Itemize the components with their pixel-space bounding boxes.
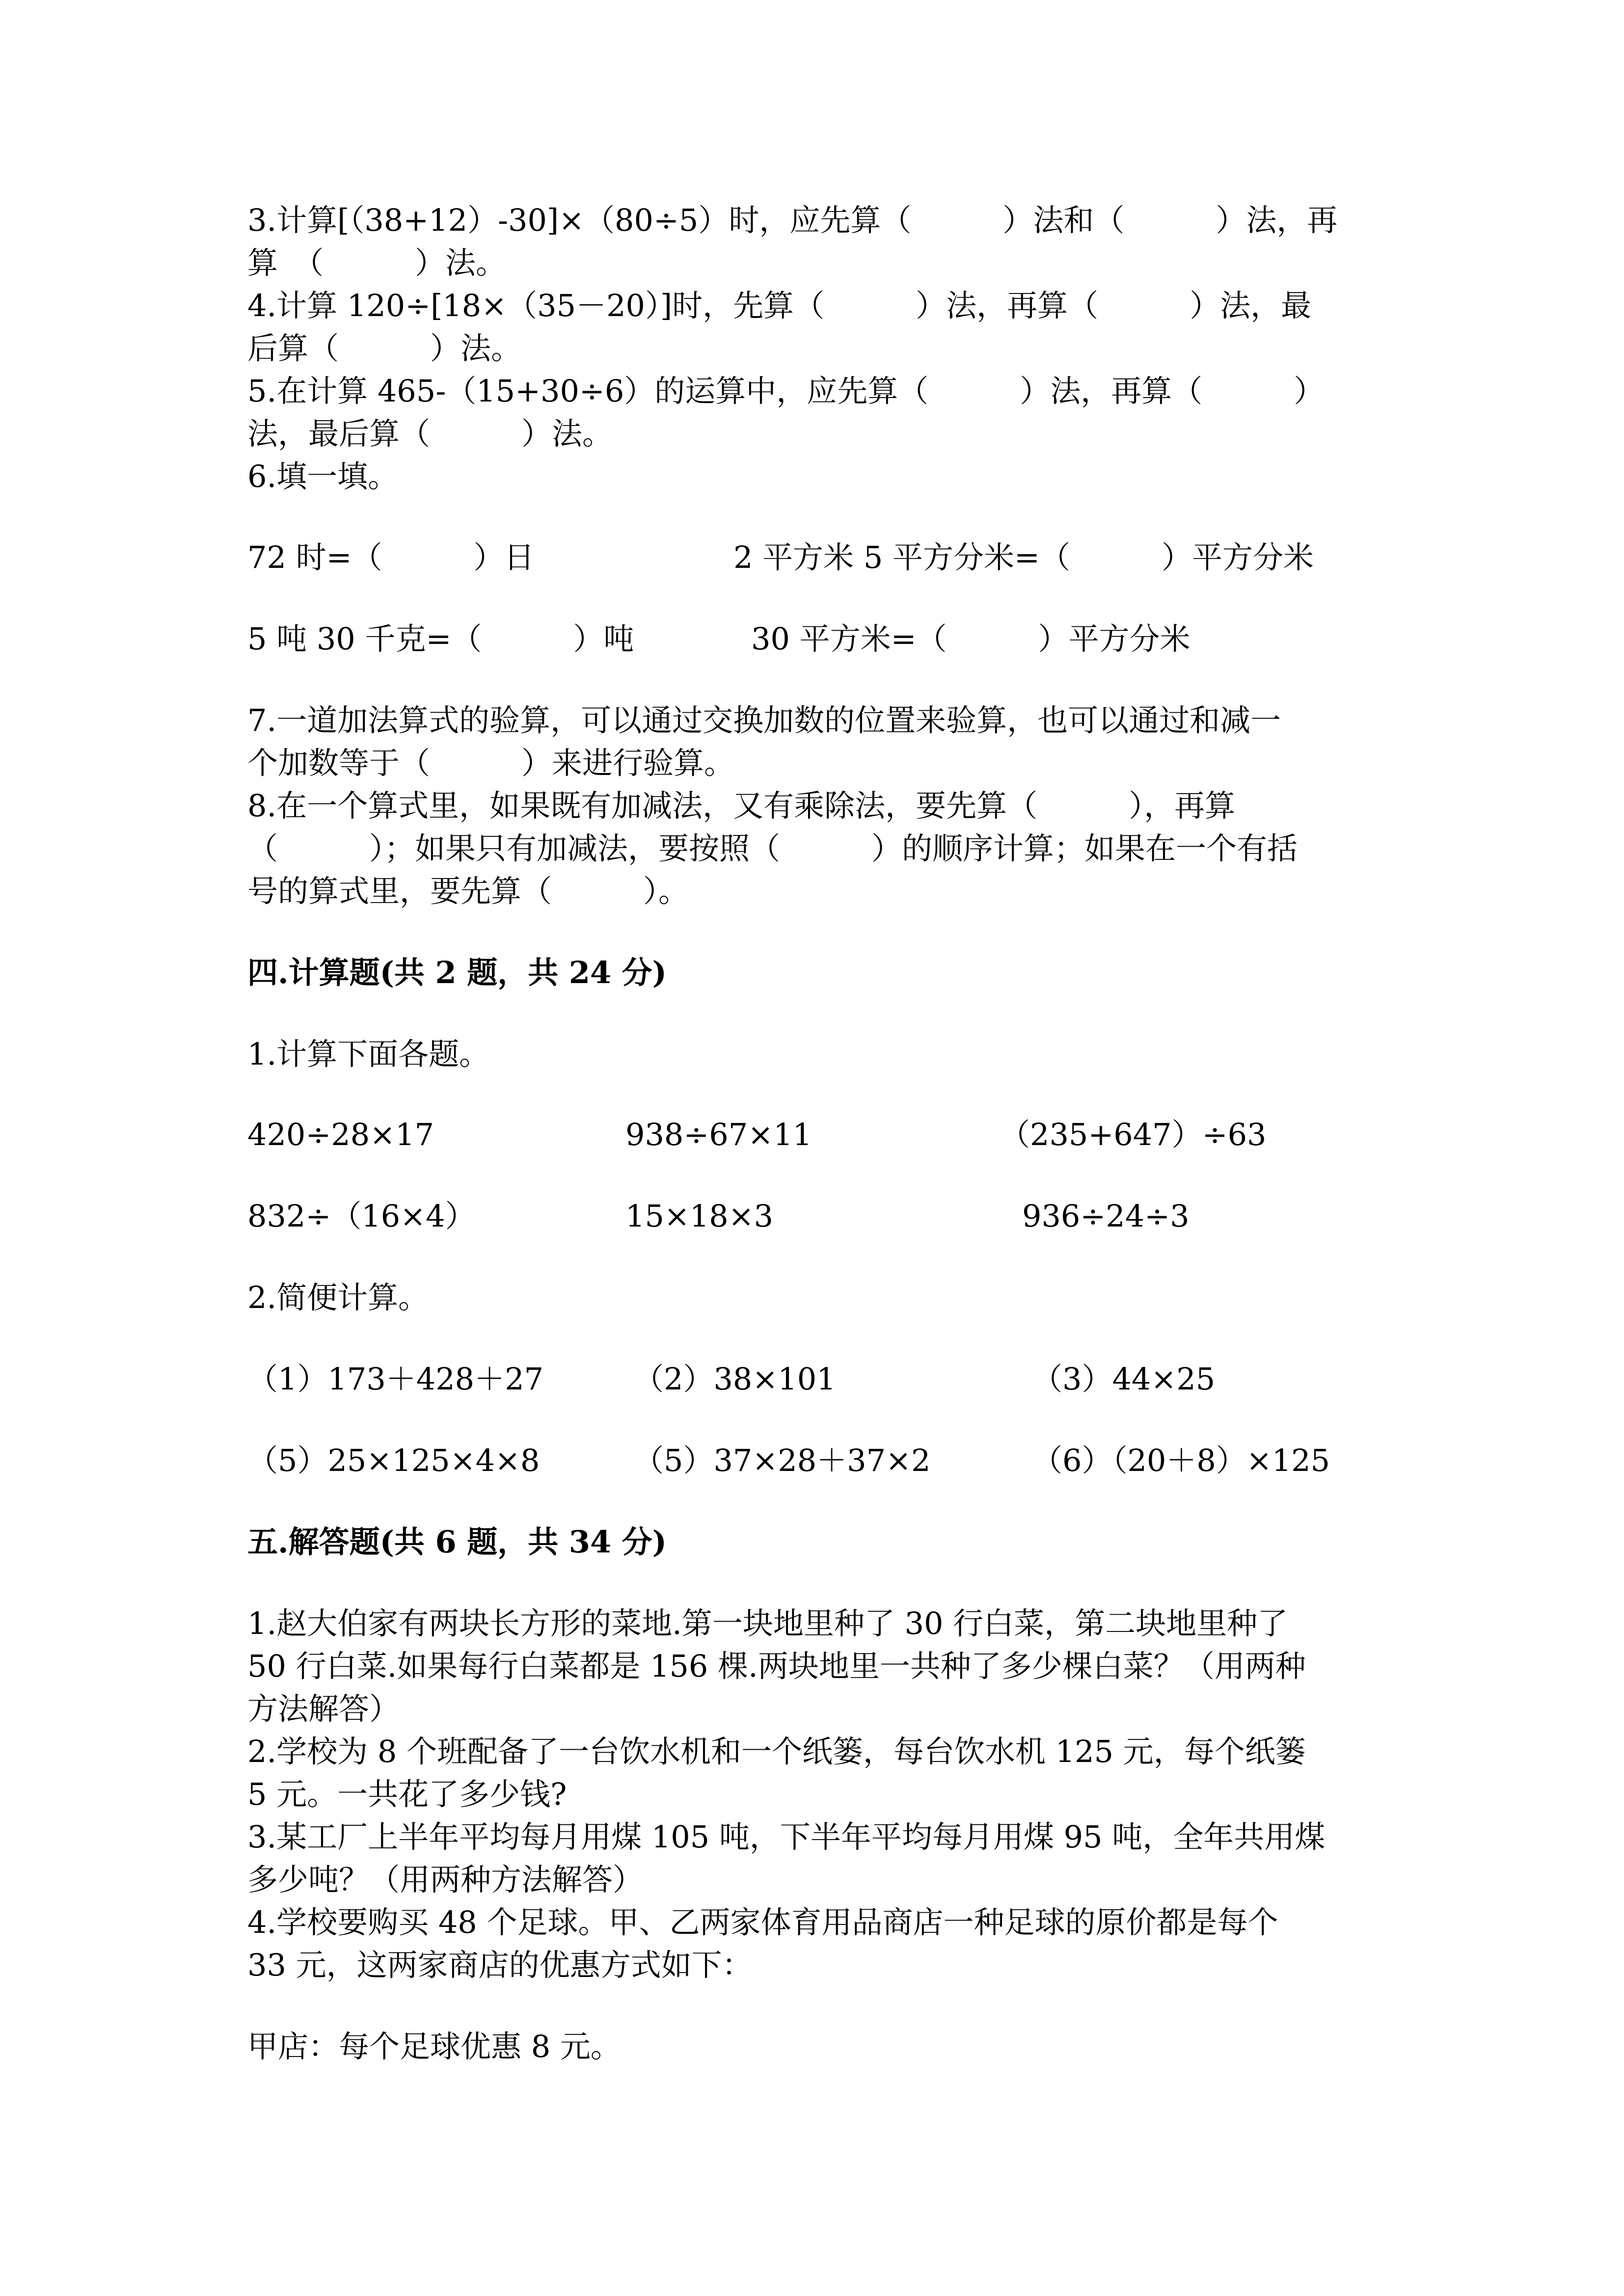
s5-q3-line2: 多少吨？（用两种方法解答） — [247, 1862, 644, 1897]
simplify-item: （6）（20＋8）×125 — [1032, 1442, 1330, 1478]
q6-item-2: 2 平方米 5 平方分米=（ ）平方分米 — [733, 539, 1314, 575]
q5-line2: 法，最后算（ ）法。 — [247, 416, 613, 452]
q4-line2: 后算（ ）法。 — [247, 330, 522, 366]
simplify-item: （5）37×28＋37×2 — [633, 1442, 931, 1478]
q3-line2: 算 （ ）法。 — [247, 245, 507, 281]
simplify-item: （5）25×125×4×8 — [247, 1442, 540, 1478]
calc-item: 936÷24÷3 — [1022, 1198, 1190, 1234]
section4-heading: 四.计算题(共 2 题，共 24 分) — [247, 955, 667, 990]
q8-line3: 号的算式里，要先算（ ）。 — [247, 873, 689, 909]
calc-item: 938÷67×11 — [625, 1117, 812, 1152]
q7-line2: 个加数等于（ ）来进行验算。 — [247, 745, 735, 781]
q5-line1: 5.在计算 465-（15+30÷6）的运算中，应先算（ ）法，再算（ ） — [247, 373, 1325, 409]
s5-q2-line1: 2.学校为 8 个班配备了一台饮水机和一个纸篓，每台饮水机 125 元，每个纸篓 — [247, 1734, 1306, 1769]
q7-line1: 7.一道加法算式的验算，可以通过交换加数的位置来验算，也可以通过和减一 — [247, 702, 1281, 738]
section5-heading: 五.解答题(共 6 题，共 34 分) — [247, 1524, 667, 1560]
s5-q1-line1: 1.赵大伯家有两块长方形的菜地.第一块地里种了 30 行白菜，第二块地里种了 — [247, 1605, 1288, 1641]
q6-item-3: 5 吨 30 千克=（ ）吨 — [247, 621, 634, 657]
s4-q1-title: 1.计算下面各题。 — [247, 1036, 490, 1072]
simplify-item: （3）44×25 — [1032, 1361, 1216, 1397]
calc-item: 420÷28×17 — [247, 1117, 434, 1152]
q6-title: 6.填一填。 — [247, 458, 399, 494]
calc-item: 15×18×3 — [625, 1198, 774, 1234]
q6-item-1: 72 时=（ ）日 — [247, 539, 535, 575]
q8-line1: 8.在一个算式里，如果既有加减法，又有乘除法，要先算（ ），再算 — [247, 788, 1236, 824]
q6-item-4: 30 平方米=（ ）平方分米 — [751, 621, 1191, 657]
simplify-item: （2）38×101 — [633, 1361, 836, 1397]
simplify-item: （1）173＋428＋27 — [247, 1361, 544, 1397]
s5-q3-line1: 3.某工厂上半年平均每月用煤 105 吨，下半年平均每月用煤 95 吨，全年共用煤 — [247, 1819, 1326, 1855]
s5-q1-line2: 50 行白菜.如果每行白菜都是 156 棵.两块地里一共种了多少棵白菜？（用两种 — [247, 1648, 1306, 1684]
s5-q4-shop-a: 甲店：每个足球优惠 8 元。 — [247, 2029, 621, 2064]
s4-q2-title: 2.简便计算。 — [247, 1280, 429, 1315]
s5-q4-line1: 4.学校要购买 48 个足球。甲、乙两家体育用品商店一种足球的原价都是每个 — [247, 1904, 1278, 1940]
s5-q4-line2: 33 元，这两家商店的优惠方式如下： — [247, 1947, 753, 1983]
s5-q2-line2: 5 元。一共花了多少钱? — [247, 1776, 567, 1812]
q8-line2: （ ）；如果只有加减法，要按照（ ）的顺序计算；如果在一个有括 — [247, 830, 1298, 866]
q4-line1: 4.计算 120÷[18×（35－20）]时，先算（ ）法，再算（ ）法，最 — [247, 288, 1312, 323]
s5-q1-line3: 方法解答） — [247, 1691, 400, 1727]
calc-item: 832÷（16×4） — [247, 1198, 476, 1234]
calc-item: （235+647）÷63 — [1000, 1117, 1267, 1152]
q3-line1: 3.计算[（38+12）-30]×（80÷5）时，应先算（ ）法和（ ）法，再 — [247, 202, 1338, 238]
